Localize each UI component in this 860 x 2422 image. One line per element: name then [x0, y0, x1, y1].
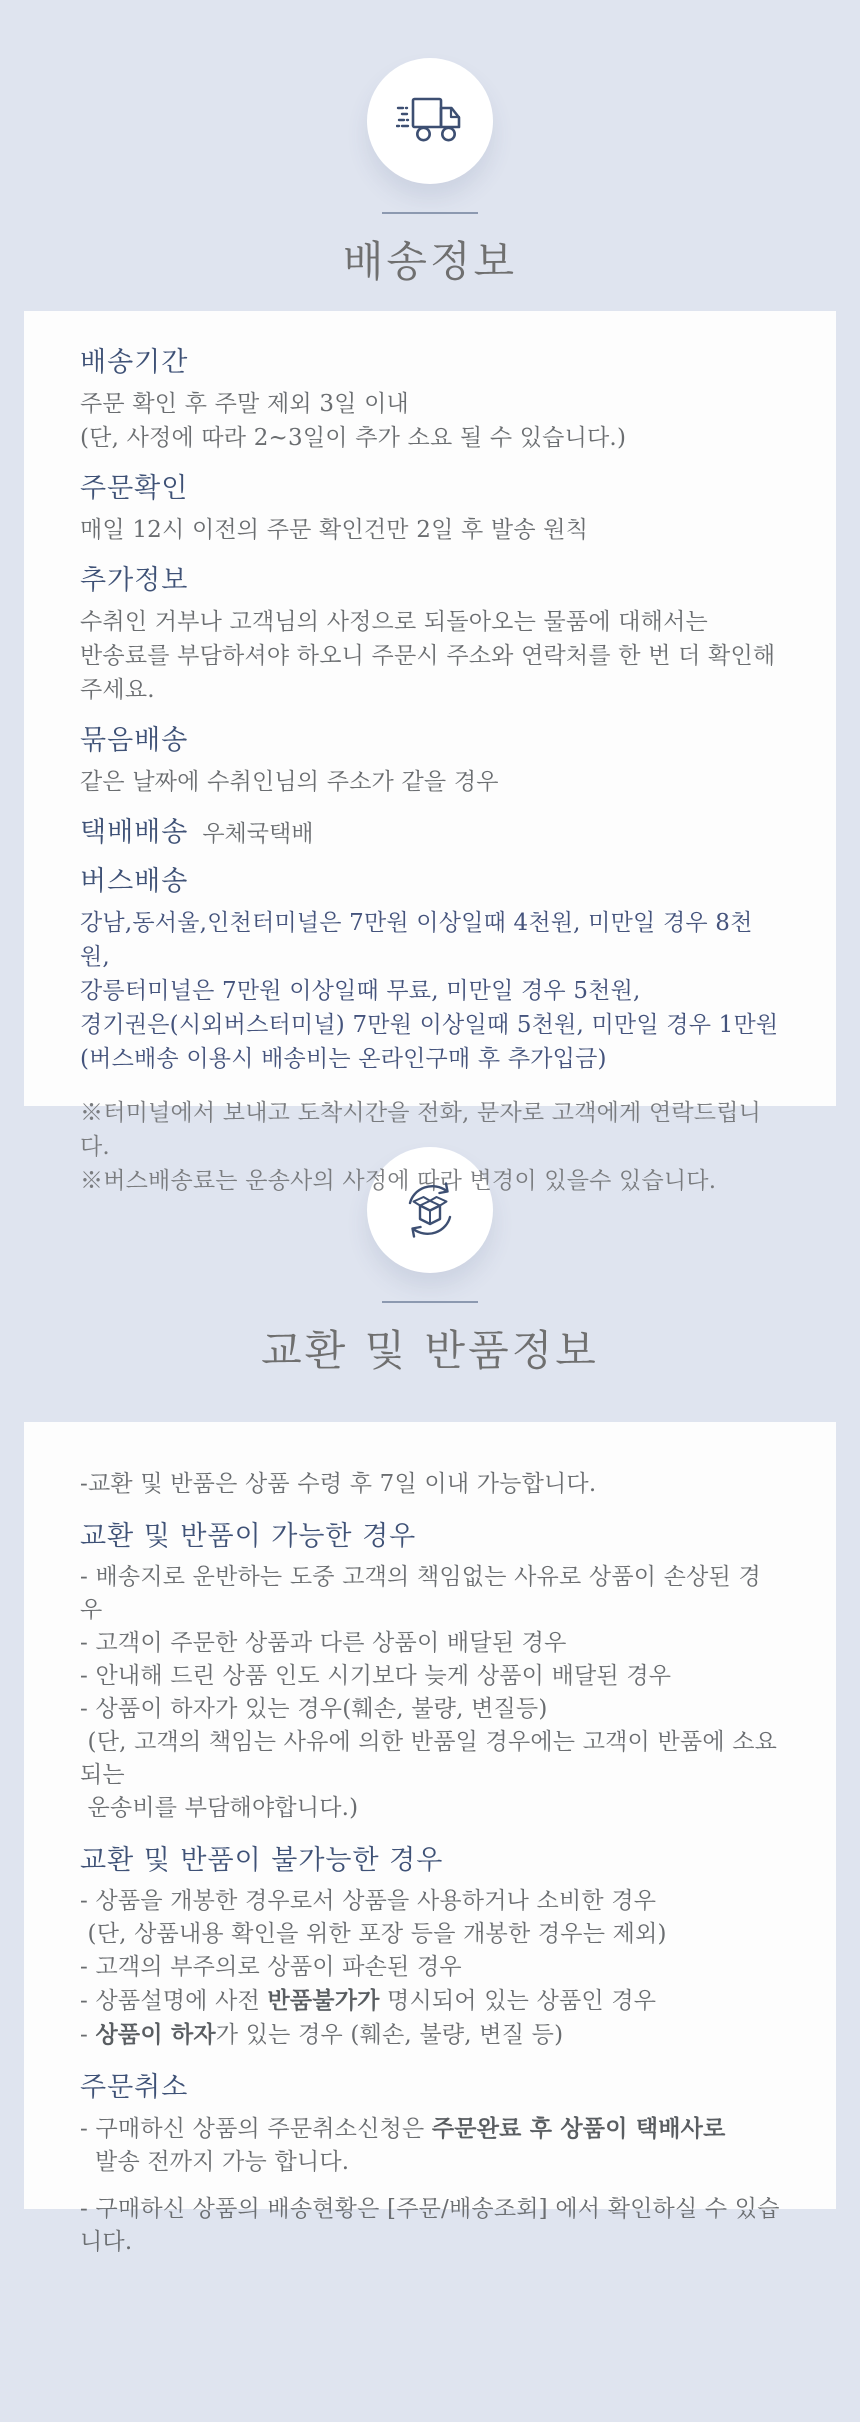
text: 명시되어 있는 상품인 경우: [379, 1988, 657, 2014]
text: - 고객이 주문한 상품과 다른 상품이 배달된 경우: [80, 1630, 567, 1656]
text: 수취인 거부나 고객님의 사정으로 되돌아오는 물품에 대해서는: [80, 609, 708, 635]
text-line: [80, 765, 780, 799]
text-line: [80, 1984, 780, 2018]
text: 강남,동서울,인천터미널은 7만원 이상일때 4천원, 미만일 경우 8천원,: [80, 910, 753, 970]
info-section: [80, 2074, 780, 2259]
text: 운송비를 부담해야합니다.): [80, 1795, 359, 1821]
text: 발송 전까지 가능 합니다.: [80, 2149, 350, 2175]
text: 같은 날짜에 수취인님의 주소가 같을 경우: [80, 769, 499, 795]
text: 매일 12시 이전의 주문 확인건만 2일 후 발송 원칙: [80, 517, 589, 543]
shipping-title: 배송정보: [342, 237, 518, 286]
text: -교환 및 반품은 상품 수령 후 7일 이내 가능합니다.: [80, 1471, 597, 1497]
text: - 배송지로 운반하는 도중 고객의 책임없는 사유로 상품이 손상된 경우: [80, 1564, 761, 1623]
bold-text: 반품불가가: [267, 1987, 380, 2014]
text-line: [80, 639, 783, 707]
info-section: [80, 349, 780, 455]
text-line: [80, 906, 780, 974]
text: (버스배송 이용시 배송비는 온라인구매 후 추가입금): [80, 1046, 607, 1072]
bold-text: 주문완료 후 상품이 택배사로: [431, 2115, 726, 2142]
text: - 안내해 드린 상품 인도 시기보다 늦게 상품이 배달된 경우: [80, 1663, 672, 1689]
text-line: [80, 1627, 780, 1660]
text-line: [80, 1726, 780, 1792]
bold-text: 상품이 하자: [95, 2021, 216, 2048]
text-line: [80, 387, 780, 421]
text: 가 있는 경우 (훼손, 불량, 변질 등): [215, 2022, 564, 2048]
info-section: [80, 1847, 780, 2052]
section-heading: 주문확인: [80, 473, 189, 504]
divider: [382, 1301, 478, 1303]
text: - 상품이 하자가 있는 경우(훼손, 불량, 변질등): [80, 1696, 548, 1722]
text-line: [80, 2146, 780, 2179]
text-line: [80, 1792, 780, 1825]
section-heading: 배송기간: [80, 347, 189, 378]
text-line: [80, 1042, 780, 1076]
text-line: [80, 421, 780, 455]
text: ※터미널에서 보내고 도착시간을 전화, 문자로 고객에게 연락드립니다.: [80, 1100, 762, 1160]
returns-title: 교환 및 반품정보: [261, 1326, 599, 1375]
text: ※버스배송료는 운송사의 사정에 따라 변경이 있을수 있습니다.: [80, 1168, 717, 1194]
text: 반송료를 부담하셔야 하오니 주문시 주소와 연락처를 한 번 더 확인해 주세요.: [80, 643, 783, 703]
text: (단, 상품내용 확인을 위한 포장 등을 개봉한 경우는 제외): [80, 1921, 667, 1947]
divider: [382, 212, 478, 214]
text-line: [80, 1660, 780, 1693]
section-heading: 버스배송: [80, 866, 189, 897]
returns-info-card: [24, 1422, 836, 2255]
text-line: [80, 2193, 780, 2259]
text-line: [80, 1468, 780, 1501]
info-section: [80, 475, 780, 547]
info-section: [80, 565, 783, 707]
text-line: [80, 2018, 780, 2052]
text: 주문 확인 후 주말 제외 3일 이내: [80, 391, 409, 417]
text: 강릉터미널은 7만원 이상일때 무료, 미만일 경우 5천원,: [80, 978, 641, 1004]
shipping-info-card: [24, 311, 836, 1194]
text: - 상품설명에 사전: [80, 1988, 268, 2014]
info-section: [80, 868, 780, 1076]
text: - 구매하신 상품의 주문취소신청은: [80, 2116, 432, 2142]
text: -: [80, 2022, 96, 2048]
text-line: [80, 974, 780, 1008]
text-line: [80, 1951, 780, 1984]
text: (단, 고객의 책임는 사유에 의한 반품일 경우에는 고객이 반품에 소요되는: [80, 1729, 778, 1788]
text: (단, 사정에 따라 2~3일이 추가 소요 될 수 있습니다.): [80, 425, 627, 451]
text-line: [80, 2112, 780, 2146]
text-line: [80, 1561, 780, 1627]
info-section: [80, 727, 780, 799]
section-heading: 주문취소: [80, 2072, 189, 2103]
text: - 구매하신 상품의 배송현황은 [주문/배송조회] 에서 확인하실 수 있습니다.: [80, 2196, 780, 2255]
text: 경기권은(시외버스터미널) 7만원 이상일때 5천원, 미만일 경우 1만원: [80, 1012, 779, 1038]
delivery-truck-icon: [367, 58, 493, 184]
text-line: [80, 605, 780, 639]
section-heading: 교환 및 반품이 가능한 경우: [80, 1521, 417, 1552]
section-heading: 묶음배송: [80, 725, 189, 756]
info-section: [80, 819, 780, 848]
text: - 고객의 부주의로 상품이 파손된 경우: [80, 1954, 462, 1980]
text-line: [80, 513, 780, 547]
section-heading: 교환 및 반품이 불가능한 경우: [80, 1845, 444, 1876]
text: - 상품을 개봉한 경우로서 상품을 사용하거나 소비한 경우: [80, 1888, 657, 1914]
text-line: [80, 1008, 780, 1042]
section-heading: 택배배송 우체국택배: [80, 817, 314, 848]
text-line: [80, 1693, 780, 1726]
text-line: [80, 1918, 780, 1951]
section-inline-value: 우체국택배: [202, 821, 314, 847]
section-heading: 추가정보: [80, 565, 189, 596]
info-section: [80, 1523, 780, 1825]
text-line: [80, 1885, 780, 1918]
